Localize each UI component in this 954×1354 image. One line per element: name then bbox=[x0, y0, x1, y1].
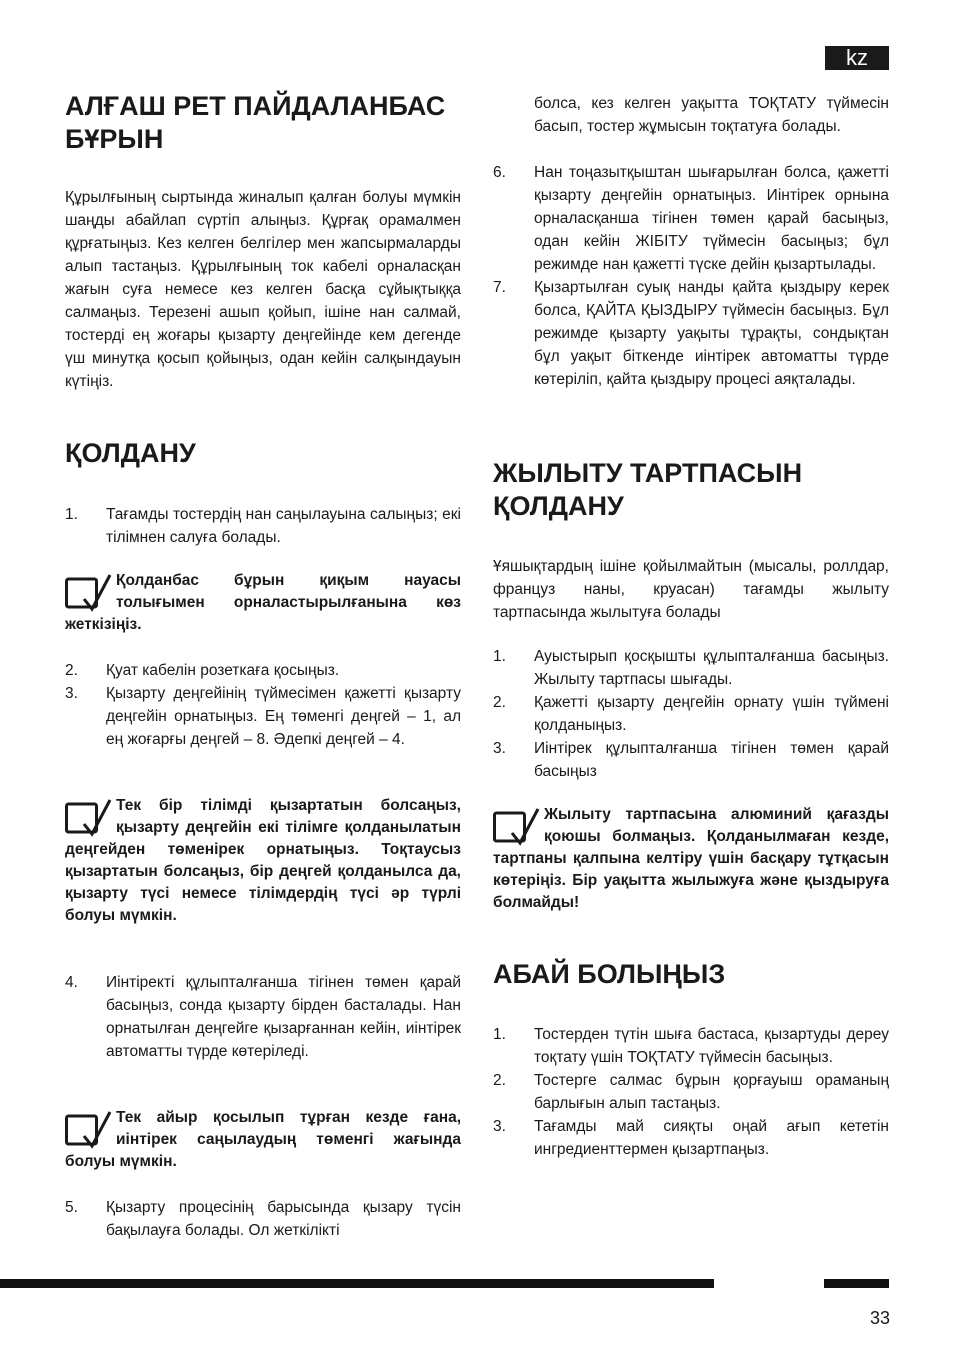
list-item: 2. Қажетті қызарту деңгейін орнату үшін түймені қолданыңыз. bbox=[493, 694, 889, 734]
footer-rule-left bbox=[0, 1279, 714, 1288]
list-item: 7. Қызартылған суық нанды қайта қыздыру керек болса, ҚАЙТА ҚЫЗДЫРУ түймесін басыңыз. Бұл режимде қызарту уақыты тұрақты, сондықтан бұл уақыт біткенде иінтірек автоматты түрде көтеріліп, қайта қыздыру процесі аяқталады. bbox=[493, 279, 889, 388]
heading-use: ҚОЛДАНУ bbox=[65, 438, 196, 468]
paragraph-warming-rack: Ұяшықтардың ішіне қойылмайтын (мысалы, роллдар, француз наны, круасан) тағамды жылыту тартпасында жылытуға болады bbox=[493, 558, 889, 621]
list-item: 3. Иінтірек құлыпталғанша тігінен төмен қарай басыңыз bbox=[493, 740, 889, 780]
note-crumb-tray: Қолданбас бұрын қиқым науасы толығымен орналастырылғанына көз жеткізіңіз. bbox=[65, 572, 461, 633]
checkbox-check-icon bbox=[65, 572, 113, 612]
language-badge: kz bbox=[825, 46, 889, 70]
checkbox-check-icon bbox=[65, 1109, 113, 1149]
steps-list-5 bbox=[493, 161, 889, 391]
note-single-slice: Тек бір тілімді қызартатын болсаңыз, қызарту деңгейін екі тілімге қолданылатын деңгейден төменірек орнатыңыз. Тоқтаусыз қызартатын болсаңыз, бір деңгей қолданылса да, қызарту түсі немесе тілімдердің түсі әр түрлі болуы мүмкін. bbox=[65, 797, 461, 924]
list-item: 5. Қызарту процесінің барысында қызару түсін бақылауға болады. Ол жеткілікті bbox=[65, 1199, 461, 1239]
list-item: 1. Тағамды тостердің нан саңылауына салыңыз; екі тілімнен салуға болады. bbox=[65, 506, 461, 546]
list-item: 3. Қызарту деңгейінің түймесімен қажетті қызарту деңгейін орнатыңыз. Ең төменгі деңгей – 1, ал ең жоғарғы деңгей – 8. Әдепкі деңгей – 4. bbox=[65, 685, 461, 748]
steps-list-4 bbox=[65, 1196, 461, 1242]
note-plugged-in: Тек айыр қосылып тұрған кезде ғана, иінтірек саңылаудың төменгі жағында болуы мүмкін. bbox=[65, 1109, 461, 1170]
page-number: 33 bbox=[869, 1308, 890, 1328]
list-item: 3. Тағамды май сияқты оңай ағып кететін ингредиенттермен қызартпаңыз. bbox=[493, 1118, 889, 1158]
list-item: 1. Ауыстырып қосқышты құлыпталғанша басыңыз. Жылыту тартпасы шығады. bbox=[493, 648, 889, 688]
steps-list-7 bbox=[493, 1023, 889, 1161]
heading-first-use: АЛҒАШ РЕТ ПАЙДАЛАНБАС БҰРЫН bbox=[65, 91, 446, 154]
steps-list-6 bbox=[493, 645, 889, 783]
list-item: 6. Нан тоңазытқыштан шығарылған болса, қажетті қызарту деңгейін орнатыңыз. Иінтірек орнына орналасқанша тігінен төмен қарай басыңыз, одан кейін ЖІБІТУ түймесін басыңыз; бұл режимде нан қажетті түске дейін қызартылады. bbox=[493, 164, 889, 273]
checkbox-check-icon bbox=[493, 806, 541, 846]
steps-list-2 bbox=[65, 659, 461, 751]
steps-list-3 bbox=[65, 971, 461, 1063]
checkbox-check-icon bbox=[65, 797, 113, 837]
heading-caution: АБАЙ БОЛЫҢЫЗ bbox=[493, 959, 726, 989]
footer-rule-right bbox=[824, 1279, 889, 1288]
heading-warming-rack: ЖЫЛЫТУ ТАРТПАСЫН ҚОЛДАНУ bbox=[493, 458, 803, 521]
list-item: 2. Қуат кабелін розеткаға қосыңыз. bbox=[65, 662, 340, 679]
steps-list-1 bbox=[65, 503, 461, 549]
paragraph-first-use: Құрылғының сыртында жиналып қалған болуы мүмкін шаңды абайлап сүртіп алыңыз. Құрғақ орамалмен құрғатыңыз. Кез келген белгілер мен жапсырмаларды алып тастаңыз. Құрылғының ток кабелі орналасқан жағын суға немесе кез келген басқа сұйықтыққа салмаңыз. Терезені ашып қойып, ішіне нан салмай, тостерді ең жоғары қызарту деңгейінде кем дегенде үш минутқа қосып қойыңыз, одан кейін салқындауын күтіңіз. bbox=[65, 189, 461, 390]
note-aluminium: Жылыту тартпасына алюминий қағазды қоюшы болмаңыз. Қолданылмаған кезде, тартпаны қалпына келтіру үшін басқару тұтқасын көтеріңіз. Бір уақытта жылыжуға және қыздыруға болмайды! bbox=[493, 806, 889, 911]
list-item-continuation: болса, кез келген уақытта ТОҚТАТУ түймесін басып, тостер жұмысын тоқтатуға болады. bbox=[534, 95, 889, 135]
list-item: 1. Тостерден түтін шыға бастаса, қызартуды дереу тоқтату үшін ТОҚТАТУ түймесін басыңыз. bbox=[493, 1026, 889, 1066]
list-item: 2. Тостерге салмас бұрын қорғауыш ораманың барлығын алып тастаңыз. bbox=[493, 1072, 889, 1112]
list-item: 4. Иінтіректі құлыпталғанша тігінен төмен қарай басыңыз, сонда қызарту бірден басталады. Нан орнатылған деңгейге қызарғаннан кейін, иінтірек автоматты түрде көтеріледі. bbox=[65, 974, 461, 1060]
